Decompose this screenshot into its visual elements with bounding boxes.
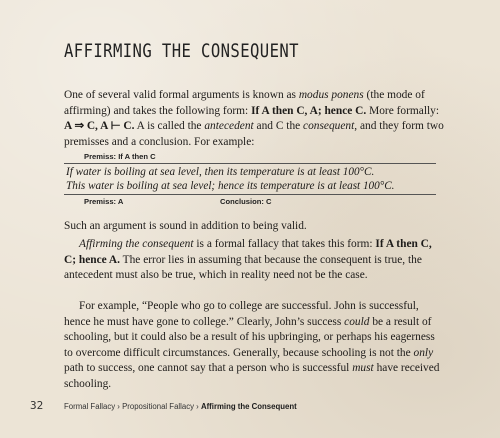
italic-text-run: modus ponens — [298, 89, 364, 101]
text-run: path to success, one cannot say that a person who is successful — [64, 362, 353, 375]
breadcrumb-current: Affirming the Consequent — [200, 402, 297, 411]
fallacy-definition-paragraph — [64, 237, 444, 284]
italic-text-run: only — [413, 346, 434, 359]
text-run: be a result of schooling, but it could also be a result of his upbringing, or perhaps his eagerness to overcome difficult circumstances. Generally, because schooling is not the — [64, 315, 435, 359]
page-title: AFFIRMING THE CONSEQUENT — [64, 40, 299, 62]
text-run: The error lies in assuming that because the consequent is true, the antecedent must also be true, which in reality need not be the case. — [64, 253, 422, 282]
text-run: and C the — [253, 120, 304, 133]
text-run: , and they form two premisses and a conclusion. For example: — [64, 120, 444, 148]
premiss-label-a: Premiss: A — [84, 197, 124, 206]
text-run: More formally: — [366, 104, 440, 117]
breadcrumb-separator: › — [115, 402, 123, 411]
conclusion-label-c: Conclusion: C — [220, 197, 272, 206]
college-example-paragraph — [64, 299, 444, 393]
breadcrumb-propositional-fallacy: Propositional Fallacy — [122, 402, 195, 411]
text-run: One of several valid formal arguments is known as — [64, 89, 299, 101]
premiss-label-if-a-then-c: Premiss: If A then C — [84, 152, 156, 161]
example-rule-top — [64, 163, 436, 164]
italic-text-run: consequent — [303, 120, 355, 133]
text-run: is a formal fallacy that takes this form: — [193, 238, 376, 250]
bold-text-run: If A then C, A; hence C. — [251, 104, 367, 117]
text-run: A is called the — [134, 120, 205, 133]
page-footer — [30, 399, 470, 416]
italic-text-run: could — [344, 315, 370, 328]
text-run: have received schooling. — [64, 362, 440, 390]
text-run: (the mode of affirming) and takes the following form: — [64, 89, 425, 117]
text-run: For example, “People who go to college are successful. John is successful, hence he must have gone to college.” Clearly, John’s success — [64, 300, 419, 328]
italic-text-run: must — [352, 362, 374, 375]
page-number: 32 — [30, 399, 44, 412]
soundness-paragraph: Such an argument is sound in addition to being valid. — [64, 220, 307, 232]
intro-paragraph — [64, 88, 444, 150]
breadcrumb-separator: › — [194, 402, 201, 411]
example-sentence-1: If water is boiling at sea level, then its temperature is at least 100°C. — [66, 166, 375, 178]
breadcrumb — [64, 402, 297, 411]
bold-text-run: If A then C, C; hence A. — [64, 238, 432, 266]
example-sentence-2: This water is boiling at sea level; hence its temperature is at least 100°C. — [66, 180, 395, 192]
italic-text-run: antecedent — [204, 120, 254, 133]
bold-text-run: A ⇒ C, A ⊢ C. — [64, 120, 135, 133]
example-rule-bottom — [64, 194, 436, 195]
italic-text-run: Affirming the consequent — [79, 238, 194, 250]
breadcrumb-formal-fallacy: Formal Fallacy — [64, 402, 116, 411]
